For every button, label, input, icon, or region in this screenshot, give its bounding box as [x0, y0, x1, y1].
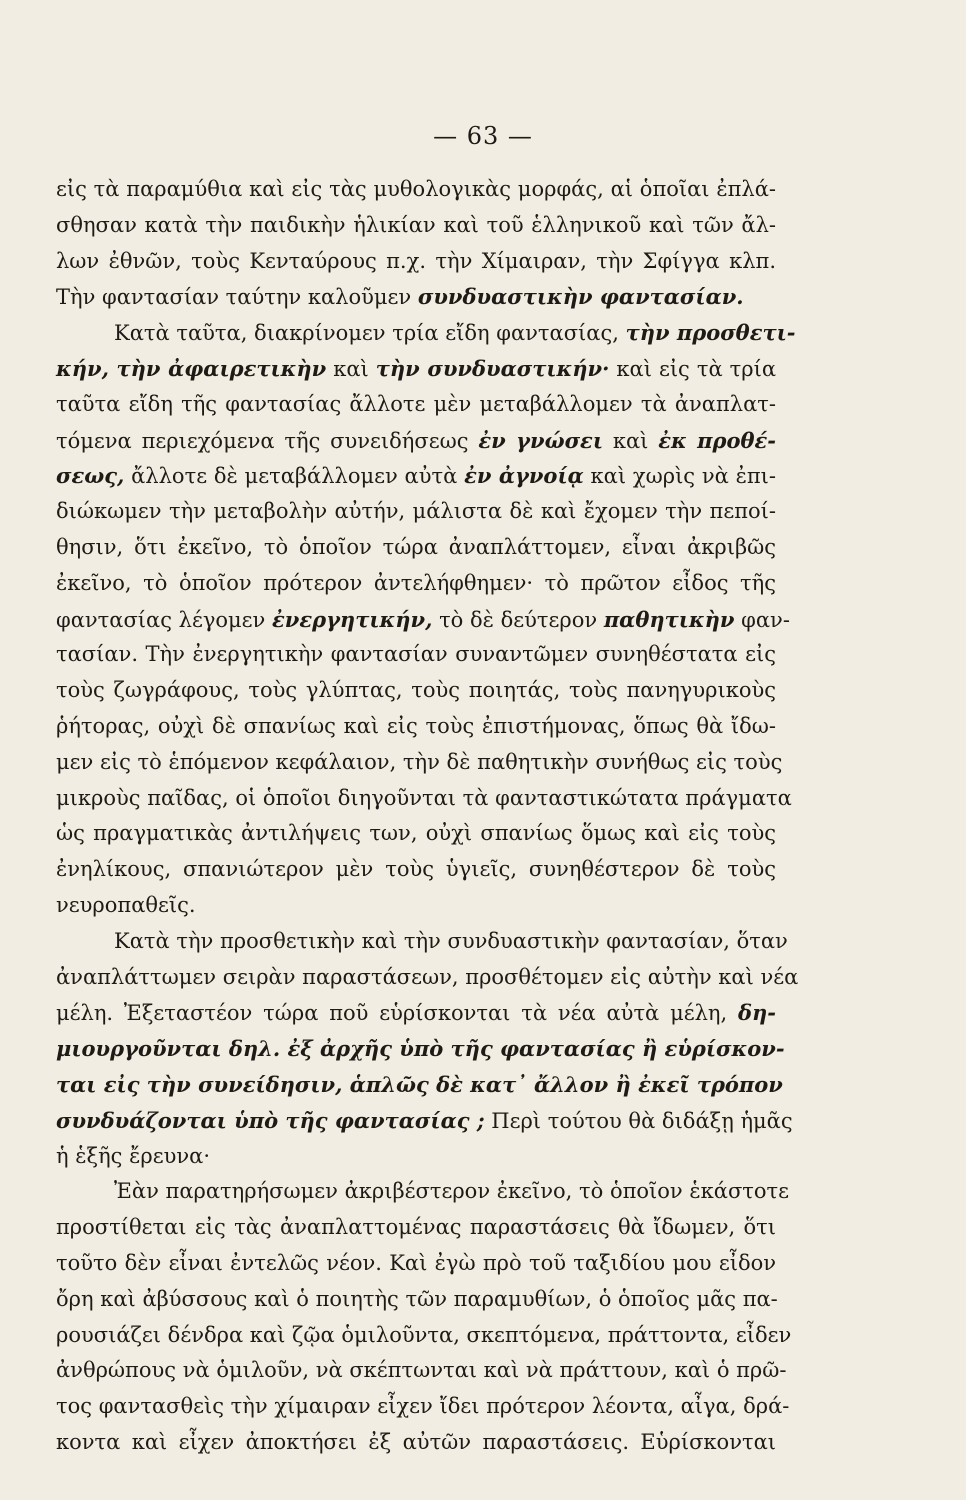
text-segment: τόμενα περιεχόμενα τῆς συνειδήσεως [56, 428, 479, 453]
text-line [56, 1174, 790, 1210]
text-line [56, 602, 790, 638]
text-segment: καὶ χωρὶς νὰ ἐπι- [583, 464, 776, 489]
page-number: — 63 — [433, 122, 533, 150]
text-segment: μικροὺς παῖδας, οἱ ὁποῖοι διηγοῦνται τὰ φανταστικώτατα πράγματα [56, 785, 792, 810]
text-segment: ῥήτορας, οὐχὶ δὲ σπανίως καὶ εἰς τοὺς ἐπιστήμονας, ὅπως θὰ ἴδω- [56, 713, 776, 738]
text-segment: τος φαντασθεὶς τὴν χίμαιραν εἶχεν ἴδει πρότερον λέοντα, αἶγα, δρά- [56, 1394, 790, 1419]
text-line [56, 315, 796, 351]
emphasized-term: ἐνεργητικήν, [272, 606, 433, 632]
text-segment: Ἐὰν παρατηρήσωμεν ἀκριβέστερον ἐκεῖνο, τὸ ὁποῖον ἑκάστοτε [114, 1179, 790, 1204]
text-line [56, 423, 776, 459]
text-line [56, 1282, 776, 1318]
text-segment: ὡς πραγματικὰς ἀντιλήψεις των, οὐχὶ σπανίως ὅμως καὶ εἰς τοὺς [56, 821, 776, 846]
text-line [56, 1318, 792, 1354]
text-segment: μεν εἰς τὸ ἑπόμενον κεφάλαιον, τὴν δὲ παθητικὴν συνήθως εἰς τοὺς [56, 749, 783, 774]
text-line [56, 1246, 776, 1282]
text-line [56, 1389, 790, 1425]
text-segment: θησιν, ὅτι ἐκεῖνο, τὸ ὁποῖον τώρα ἀναπλάττομεν, εἶναι ἀκριβῶς [56, 534, 776, 559]
text-segment: φαντασίας λέγομεν [56, 607, 272, 632]
text-segment: φαν- [734, 607, 790, 632]
emphasized-term: συνδυάζονται ὑπὸ τῆς φαντασίας ; [56, 1107, 485, 1133]
text-segment: ἡ ἑξῆς ἔρευνα· [56, 1143, 210, 1168]
text-segment: ἀνθρώπους νὰ ὁμιλοῦν, νὰ σκέπτωνται καὶ νὰ πράττουν, καὶ ὁ πρῶ- [56, 1358, 787, 1383]
text-line [56, 458, 776, 494]
emphasized-term: τὴν συνδυαστικήν· [375, 355, 610, 381]
text-segment: Κατὰ τὴν προσθετικὴν καὶ τὴν συνδυαστικὴν φαντασίαν, ὅταν [114, 928, 788, 953]
text-segment: τοὺς ζωγράφους, τοὺς γλύπτας, τοὺς ποιητάς, τοὺς πανηγυρικοὺς [56, 678, 776, 703]
text-line [56, 1210, 776, 1246]
text-segment: τασίαν. Τὴν ἐνεργητικὴν φαντασίαν συναντῶμεν συνηθέστατα εἰς [56, 642, 776, 667]
text-line [56, 924, 788, 960]
text-segment: διώκωμεν τὴν μεταβολὴν αὐτήν, μάλιστα δὲ καὶ ἔχομεν τὴν πεποί- [56, 499, 776, 524]
text-line [56, 494, 776, 530]
text-segment: ταῦτα εἴδη τῆς φαντασίας ἄλλοτε μὲν μεταβάλλομεν τὰ ἀναπλατ- [56, 391, 776, 416]
emphasized-term: κήν, τὴν ἀφαιρετικὴν [56, 355, 327, 381]
text-line [56, 1103, 793, 1139]
text-segment: προστίθεται εἰς τὰς ἀναπλαττομένας παραστάσεις θὰ ἴδωμεν, ὅτι [56, 1215, 776, 1240]
text-line [56, 960, 799, 996]
text-line [56, 208, 776, 244]
text-segment: ἀναπλάττωμεν σειρὰν παραστάσεων, προσθέτομεν εἰς αὐτὴν καὶ νέα [56, 964, 799, 989]
text-segment: σθησαν κατὰ τὴν παιδικὴν ἡλικίαν καὶ τοῦ ἑλληνικοῦ καὶ τῶν ἄλ- [56, 212, 776, 237]
text-segment: ἄλλοτε δὲ μεταβάλλομεν αὐτὰ [124, 464, 465, 489]
text-line [56, 709, 776, 745]
text-line [56, 673, 776, 709]
text-line [56, 172, 776, 208]
emphasized-term: σεως, [56, 463, 125, 489]
text-segment: καὶ εἰς τὰ τρία [609, 356, 776, 381]
text-segment: ἐκεῖνο, τὸ ὁποῖον πρότερον ἀντελήφθημεν· τὸ πρῶτον εἶδος τῆς [56, 570, 776, 595]
text-segment: εἰς τὰ παραμύθια καὶ εἰς τὰς μυθολογικὰς μορφάς, αἱ ὁποῖαι ἐπλά- [56, 177, 776, 201]
text-line [56, 1139, 776, 1175]
text-line [56, 816, 776, 852]
text-line [56, 387, 776, 423]
text-line [56, 351, 776, 387]
text-line [56, 637, 776, 673]
text-segment: ἐνηλίκους, σπανιώτερον μὲν τοὺς ὑγιεῖς, συνηθέστερον δὲ τοὺς [56, 857, 776, 882]
emphasized-term: συνδυαστικὴν φαντασίαν. [417, 284, 744, 310]
text-line [56, 995, 776, 1031]
text-segment: Τὴν φαντασίαν ταύτην καλοῦμεν [56, 285, 418, 310]
text-segment: καὶ [326, 356, 376, 381]
text-segment: μέλη. Ἐξεταστέον τώρα ποῦ εὑρίσκονται τὰ νέα αὐτὰ μέλη, [56, 1001, 738, 1026]
emphasized-term: μιουργοῦνται δηλ. ἐξ ἀρχῆς ὑπὸ τῆς φαντασίας ἢ εὑρίσκον- [56, 1036, 785, 1062]
text-line [56, 781, 792, 817]
emphasized-term: παθητικὴν [603, 606, 735, 632]
emphasized-term: ται εἰς τὴν συνείδησιν, ἁπλῶς δὲ κατ᾽ ἄλλον ἢ ἐκεῖ τρόπον [56, 1071, 783, 1097]
text-segment: λων ἐθνῶν, τοὺς Κενταύρους π.χ. τὴν Χίμαιραν, τὴν Σφίγγα κλπ. [56, 248, 776, 273]
text-line [56, 244, 776, 280]
text-line [56, 888, 776, 924]
emphasized-term: τὴν προσθετι- [625, 320, 796, 346]
emphasized-term: ἐν γνώσει [478, 427, 603, 453]
text-segment: Κατὰ ταῦτα, διακρίνομεν τρία εἴδη φαντασίας, [114, 321, 626, 346]
emphasized-term: δη- [738, 1000, 776, 1026]
text-line [56, 1353, 787, 1389]
text-line [56, 745, 783, 781]
text-line [56, 852, 776, 888]
text-segment: τὸ δὲ δεύτερον [432, 607, 604, 632]
text-segment: ὄρη καὶ ἀβύσσους καὶ ὁ ποιητὴς τῶν παραμυθίων, ὁ ὁποῖος μᾶς πα- [56, 1286, 778, 1311]
text-line [56, 530, 776, 566]
text-line [56, 279, 776, 315]
text-line [56, 1067, 783, 1103]
text-line [56, 1031, 785, 1067]
text-line [56, 1425, 776, 1461]
emphasized-term: ἐν ἀγνοίᾳ [464, 463, 584, 489]
body-text [56, 172, 799, 1461]
text-segment: Περὶ τούτου θὰ διδάξῃ ἡμᾶς [484, 1108, 793, 1133]
text-segment: τοῦτο δὲν εἶναι ἐντελῶς νέον. Καὶ ἐγὼ πρὸ τοῦ ταξιδίου μου εἶδον [56, 1250, 776, 1275]
text-segment: νευροπαθεῖς. [56, 892, 196, 917]
text-segment: καὶ [602, 428, 659, 453]
text-segment: ρουσιάζει δένδρα καὶ ζῷα ὁμιλοῦντα, σκεπτόμενα, πράττοντα, εἶδεν [56, 1322, 792, 1347]
emphasized-term: ἐκ προθέ- [658, 427, 777, 453]
text-segment: κοντα καὶ εἶχεν ἀποκτήσει ἐξ αὐτῶν παραστάσεις. Εὑρίσκονται [56, 1429, 776, 1454]
text-line [56, 566, 776, 602]
